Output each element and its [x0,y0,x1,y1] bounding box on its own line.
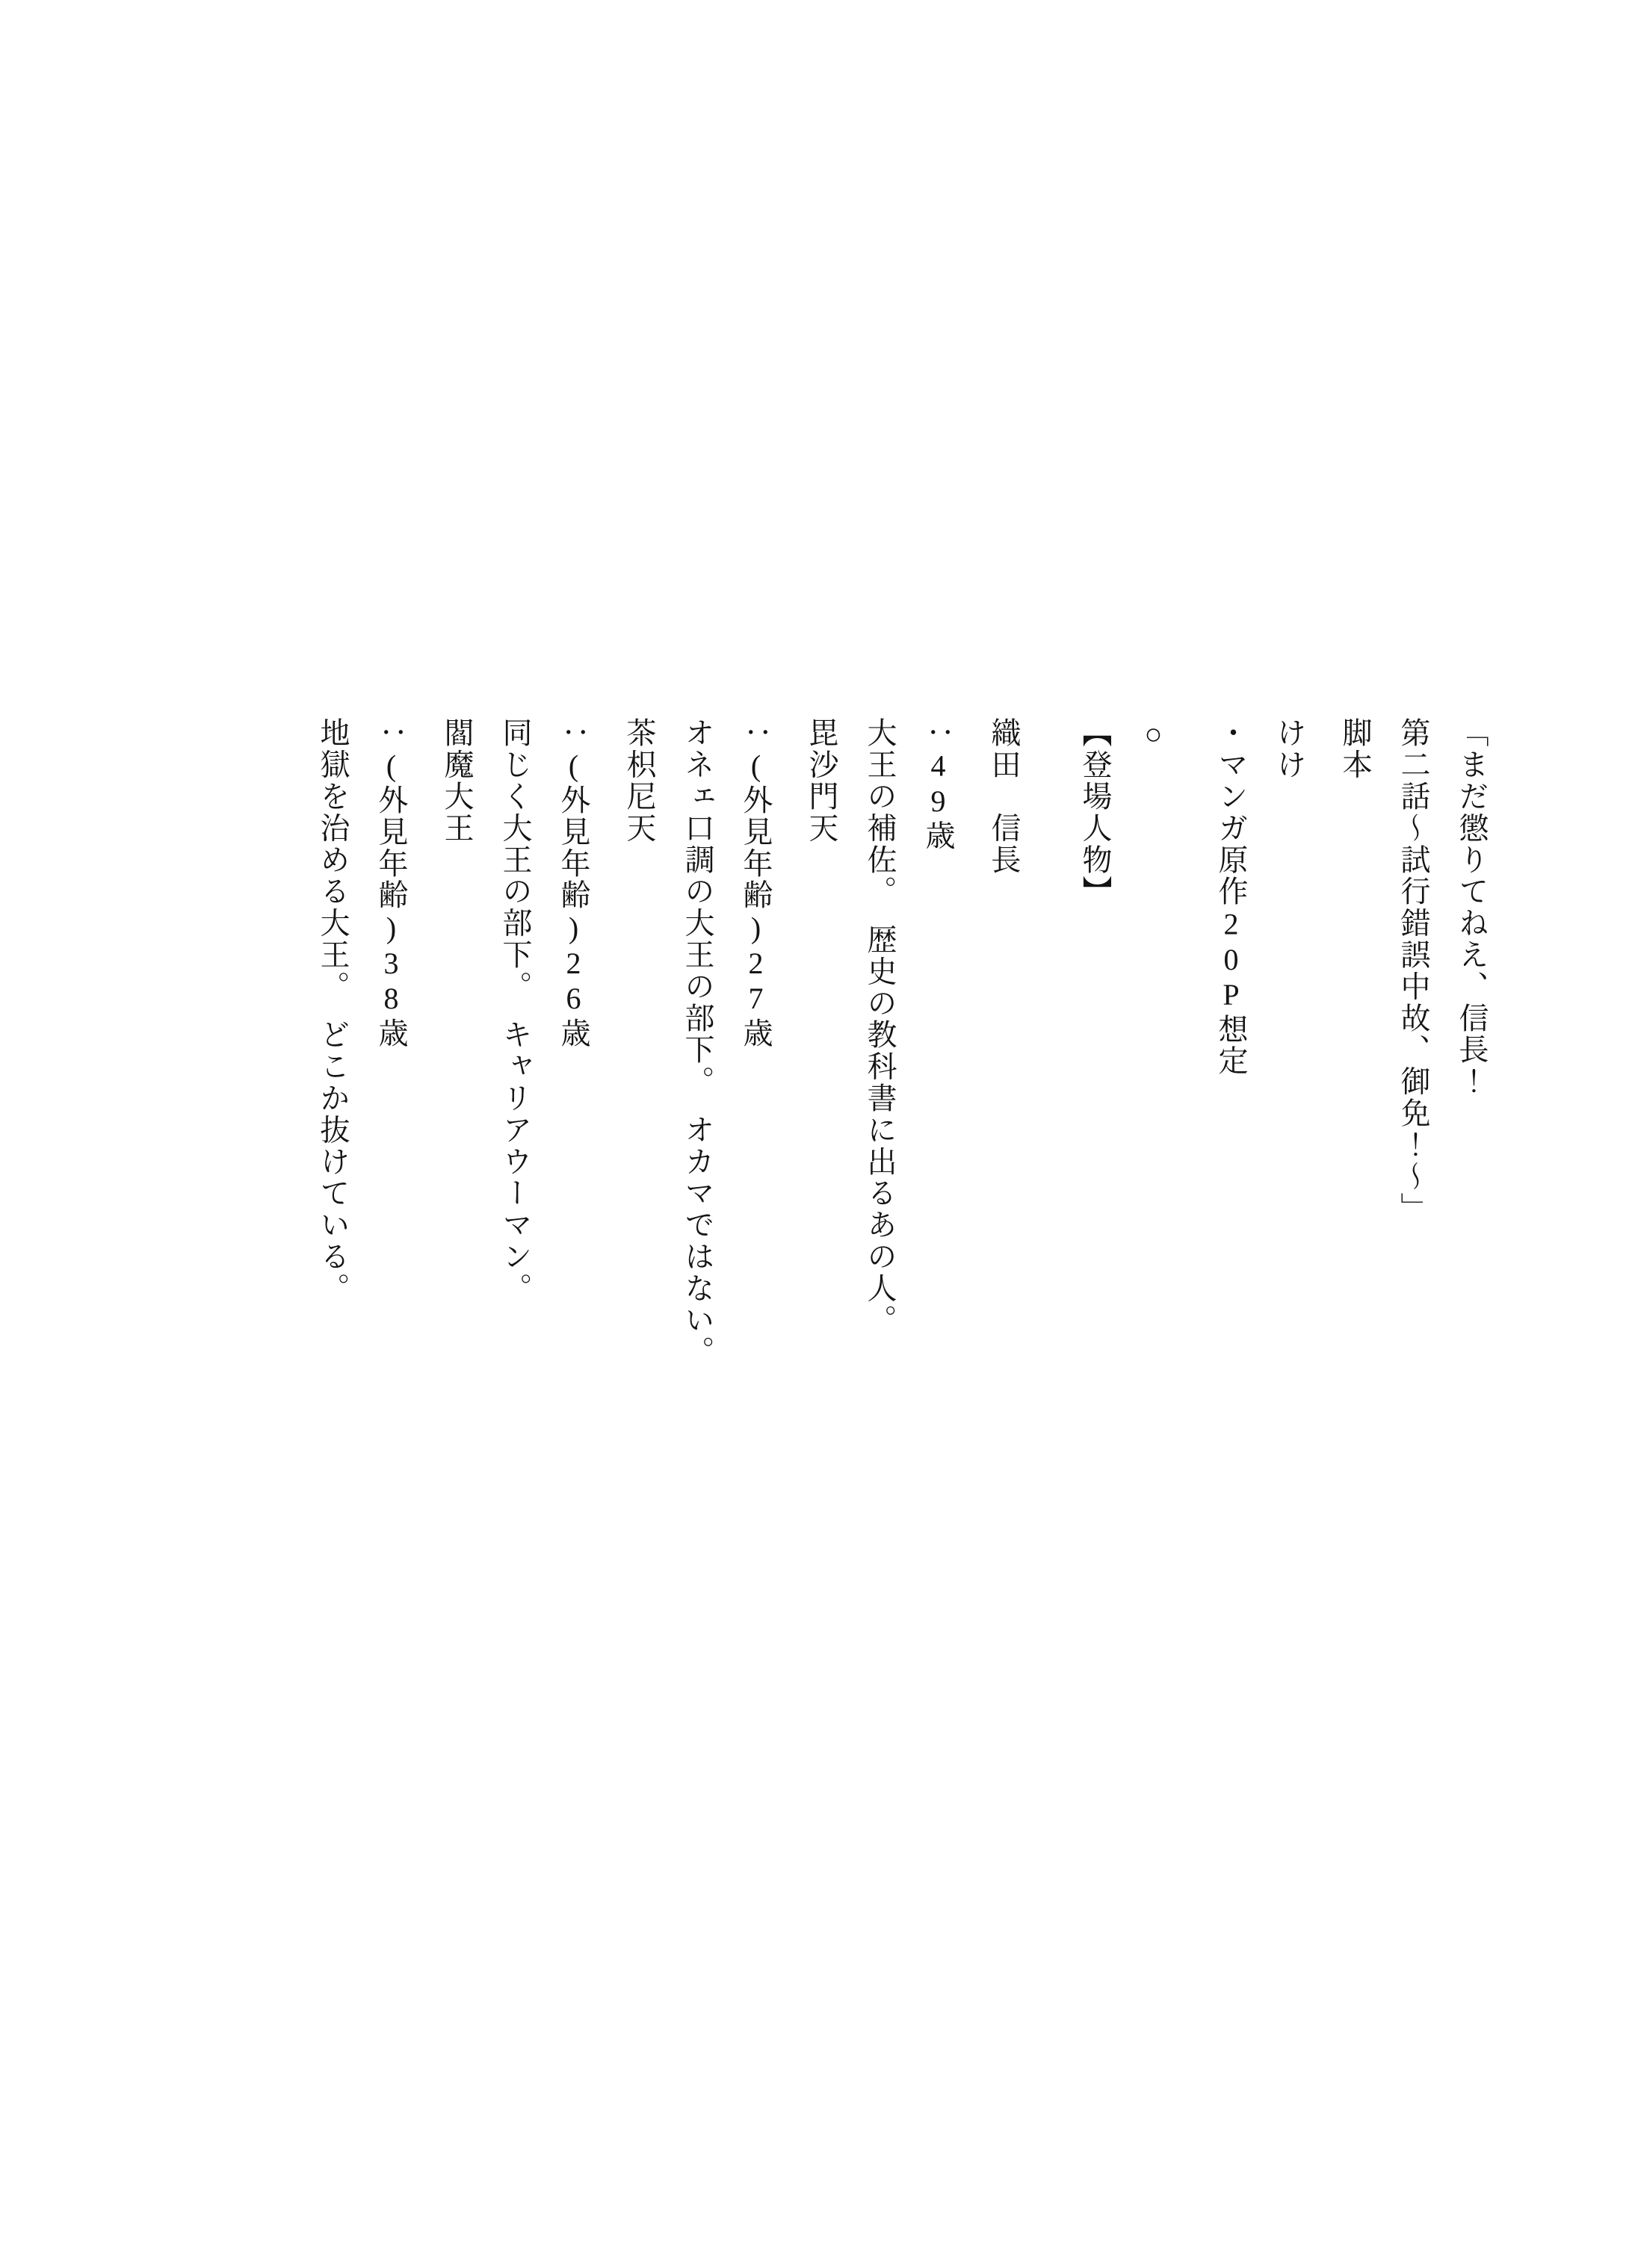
character-description-2: 同じく大王の部下。 キャリアウーマン。 [498,717,532,1304]
characters-heading: 【登場人物】 [1078,717,1112,908]
character-age-0: ：49歳 [921,717,955,852]
title-line: 「まだ懲りてねえ、信長！ [1455,717,1489,1097]
subtitle-line: 第二話〜試行錯誤中故、御免！〜」 [1397,717,1430,1224]
character-description-0: 大王の補佐。 歴史の教科書に出るあの人。 [863,717,897,1336]
bullet-note: ・マンガ原作20P想定 [1214,717,1248,1077]
character-description-3: 地獄を治める大王。 どこか抜けている。 [316,717,350,1304]
character-age-1: ：(外見年齢)27歳 [739,717,773,1049]
character-age-2: ：(外見年齢)26歳 [557,717,590,1049]
character-age-3: ：(外見年齢)38歳 [374,717,408,1049]
script-credit-name: けけ [1273,717,1306,781]
circle-mark: ○ [1137,717,1170,753]
character-name-0: 織田 信長 [987,717,1021,876]
vertical-text-body [303,717,1500,1883]
script-credit-label: 脚本 [1338,717,1372,781]
character-name-2: 茶枳尼天 [622,717,656,844]
character-description-1: オネェ口調の大王の部下。 オカマではない。 [681,717,714,1368]
character-name-1: 毘沙門天 [805,717,838,844]
character-name-3: 閻魔大王 [440,717,474,844]
